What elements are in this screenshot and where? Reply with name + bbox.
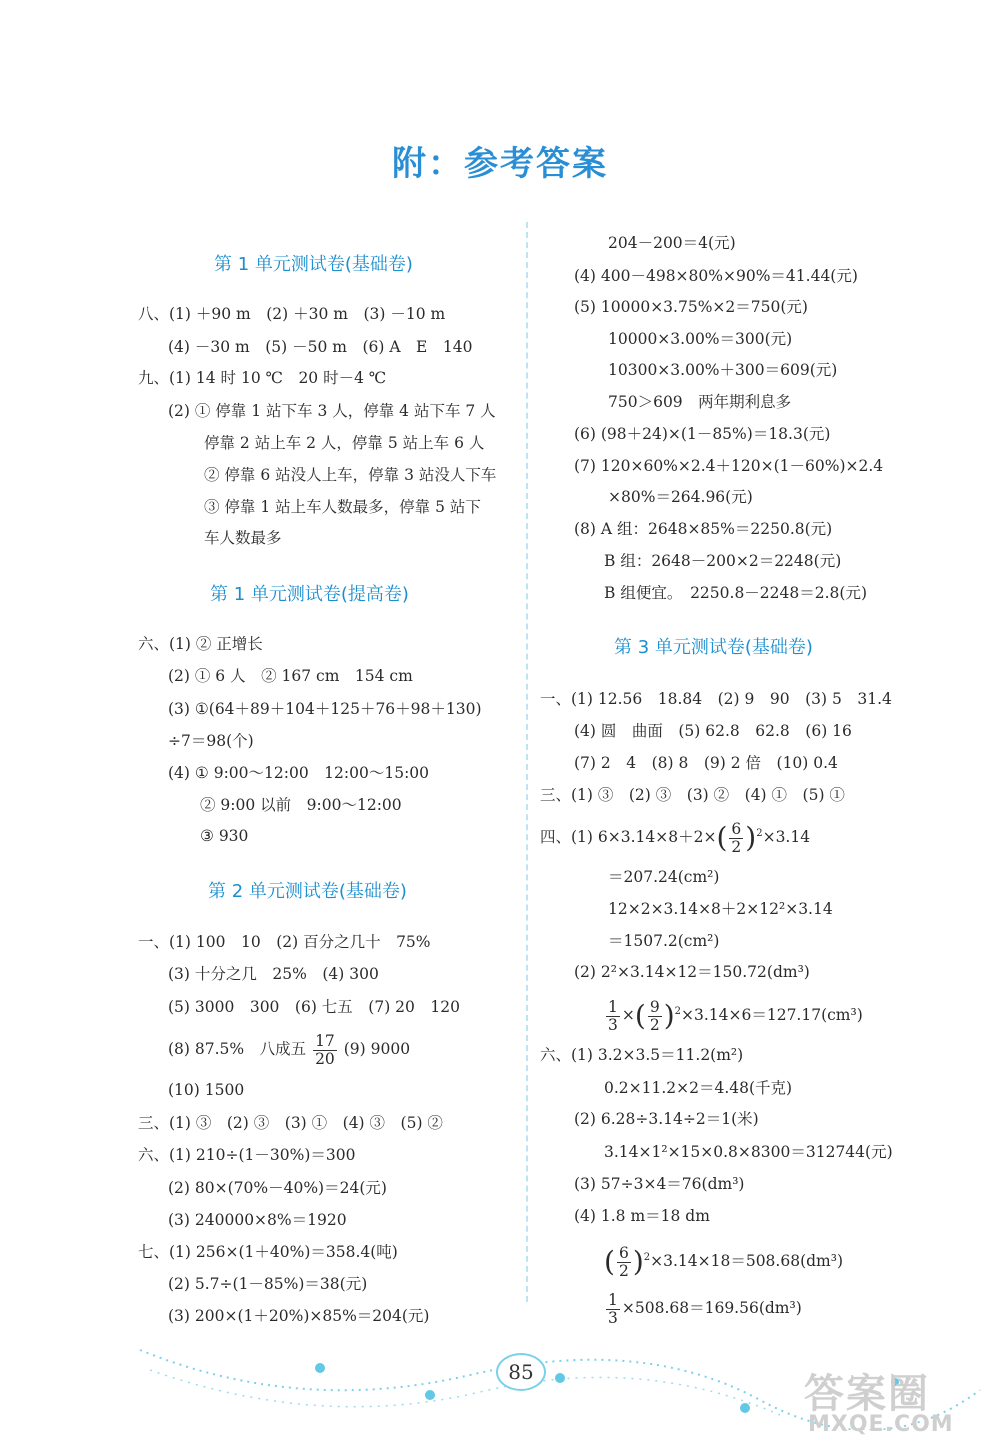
fraction-numerator: 1: [608, 997, 618, 1016]
decor-dot: [425, 1390, 435, 1400]
answer-line: B 组：2648－200×2＝2248(元): [604, 552, 842, 570]
answer-line: (7) 120×60%×2.4＋120×(1－60%)×2.4: [574, 457, 884, 475]
answer-line: 10300×3.00%＋300＝609(元): [608, 361, 838, 379]
answer-line: 3.14×1²×15×0.8×8300＝312744(元): [604, 1143, 893, 1161]
answer-line: ＝1507.2(cm²): [608, 932, 720, 950]
answer-line: (3) 十分之几 25% (4) 300: [168, 965, 379, 983]
exponent: 2: [674, 1006, 681, 1017]
answer-line: 三、(1) ③ (2) ③ (3) ① (4) ③ (5) ②: [138, 1114, 443, 1132]
fraction-denominator: 20: [315, 1049, 335, 1068]
answer-line: (2) 2²×3.14×12＝150.72(dm³): [574, 963, 810, 981]
fraction-denominator: 2: [649, 1015, 660, 1034]
page-number: 85: [496, 1353, 546, 1391]
answer-text: (9) 9000: [343, 1040, 411, 1058]
answer-text: ×3.14×6＝127.17(cm³): [681, 1006, 863, 1025]
answer-line: 一、(1) 100 10 (2) 百分之几十 75%: [138, 933, 431, 951]
open-paren: (: [604, 1245, 615, 1279]
answer-line: (3) 240000×8%＝1920: [168, 1211, 347, 1229]
close-paren: ): [663, 999, 675, 1033]
section-heading: 第 1 单元测试卷(提高卷): [210, 584, 409, 605]
answer-line: (6) (98＋24)×(1－85%)＝18.3(元): [574, 425, 831, 443]
close-paren: ): [745, 821, 757, 855]
answer-line: (4) －30 m (5) －50 m (6) A E 140: [168, 338, 473, 356]
decor-dot: [740, 1403, 750, 1413]
answer-line: [604, 1238, 843, 1282]
answer-line: 六、(1) ② 正增长: [138, 635, 263, 653]
watermark-url: MXQE.COM: [808, 1412, 954, 1437]
section-heading: 第 2 单元测试卷(基础卷): [208, 881, 407, 902]
fraction-numerator: 17: [315, 1031, 335, 1050]
fraction-denominator: 2: [618, 1261, 629, 1280]
answer-text: ×3.14×18＝508.68(dm³): [650, 1252, 843, 1271]
answer-line: B 组便宜。 2250.8－2248＝2.8(元): [604, 584, 867, 602]
column-divider: [526, 222, 528, 1302]
answer-line: ② 9:00 以前 9:00～12:00: [200, 796, 402, 814]
answer-line: ＝207.24(cm²): [608, 868, 720, 886]
fraction: [648, 999, 662, 1034]
page-title: 附：参考答案: [392, 144, 608, 184]
decor-dot: [315, 1363, 325, 1373]
answer-line: (8) A 组：2648×85%＝2250.8(元): [574, 520, 833, 538]
answer-text: (8) 87.5% 八成五: [168, 1040, 307, 1058]
answer-line: 七、(1) 256×(1＋40%)＝358.4(吨): [138, 1243, 398, 1261]
answer-line: 六、(1) 210÷(1－30%)＝300: [138, 1146, 356, 1164]
answer-line: 一、(1) 12.56 18.84 (2) 9 90 (3) 5 31.4: [540, 690, 892, 708]
answer-line: [604, 992, 863, 1036]
answer-line: (4) 圆 曲面 (5) 62.8 62.8 (6) 16: [574, 722, 852, 740]
open-paren: (: [716, 821, 728, 855]
section-heading: 第 1 单元测试卷(基础卷): [214, 254, 413, 275]
fraction-numerator: 6: [731, 819, 742, 838]
answer-line: ② 停靠 6 站没人上车，停靠 3 站没人下车: [204, 466, 497, 484]
fraction-denominator: 3: [608, 1308, 618, 1327]
times-sign: ×: [621, 1006, 635, 1025]
fraction: [606, 999, 620, 1034]
answer-line: 六、(1) 3.2×3.5＝11.2(m²): [540, 1046, 744, 1064]
answer-line: (4) ① 9:00～12:00 12:00～15:00: [168, 764, 430, 782]
answer-line: ③ 停靠 1 站上车人数最多，停靠 5 站下: [204, 498, 481, 516]
fraction: [729, 821, 743, 856]
answer-line: (2) 6.28÷3.14÷2＝1(米): [574, 1110, 759, 1128]
fraction-numerator: 6: [618, 1243, 629, 1262]
watermark-logo: 答案圈: [804, 1371, 930, 1417]
open-paren: (: [634, 999, 646, 1033]
fraction-numerator: 9: [649, 997, 660, 1016]
answer-text: ×508.68＝169.56(dm³): [621, 1299, 802, 1317]
answer-line: [168, 1030, 410, 1068]
answer-line: (2) ① 6 人 ② 167 cm 154 cm: [168, 667, 413, 685]
answer-line: ③ 930: [200, 827, 249, 845]
exponent: 2: [643, 1252, 651, 1263]
answer-line: (4) 400－498×80%×90%＝41.44(元): [574, 267, 858, 285]
answer-line: (7) 2 4 (8) 8 (9) 2 倍 (10) 0.4: [574, 754, 838, 772]
answer-line: 12×2×3.14×8＋2×12²×3.14: [608, 900, 833, 918]
answer-line: (2) ① 停靠 1 站下车 3 人，停靠 4 站下车 7 人: [168, 402, 496, 420]
fraction: [313, 1033, 337, 1068]
answer-line: 0.2×11.2×2＝4.48(千克): [604, 1079, 793, 1097]
close-paren: ): [632, 1245, 644, 1279]
answer-line: (4) 1.8 m＝18 dm: [574, 1207, 710, 1225]
fraction-denominator: 2: [731, 837, 742, 856]
fraction-denominator: 3: [608, 1015, 618, 1034]
answer-line: 10000×3.00%＝300(元): [608, 330, 793, 348]
answer-line: 八、(1) ＋90 m (2) ＋30 m (3) －10 m: [138, 305, 446, 323]
exponent: 2: [756, 828, 763, 839]
answer-line: (3) ①(64＋89＋104＋125＋76＋98＋130): [168, 700, 482, 718]
answer-line: (3) 200×(1＋20%)×85%＝204(元): [168, 1307, 430, 1325]
answer-line: 九、(1) 14 时 10 ℃ 20 时－4 ℃: [138, 369, 387, 387]
answer-line: 停靠 2 站上车 2 人，停靠 5 站上车 6 人: [204, 434, 485, 452]
answer-text: 四、(1) 6×3.14×8＋2×: [540, 828, 717, 847]
fraction-numerator: 1: [608, 1290, 618, 1309]
answer-line: (2) 80×(70%－40%)＝24(元): [168, 1179, 387, 1197]
answer-line: 204－200＝4(元): [608, 234, 736, 252]
fraction: [617, 1245, 631, 1280]
answer-line: 750＞609 两年期利息多: [608, 393, 792, 411]
answer-line: (3) 57÷3×4＝76(dm³): [574, 1175, 745, 1193]
answer-line: ×80%＝264.96(元): [608, 488, 753, 506]
answer-line: 三、(1) ③ (2) ③ (3) ② (4) ① (5) ①: [540, 786, 845, 804]
answer-line: ÷7＝98(个): [168, 732, 254, 750]
answer-line: (10) 1500: [168, 1081, 245, 1099]
answer-line: 车人数最多: [204, 529, 282, 547]
answer-line: [540, 814, 810, 858]
section-heading: 第 3 单元测试卷(基础卷): [614, 637, 813, 658]
answer-text: ×3.14: [762, 828, 811, 847]
answer-line: (5) 3000 300 (6) 七五 (7) 20 120: [168, 998, 460, 1016]
answer-line: (5) 10000×3.75%×2＝750(元): [574, 298, 808, 316]
decor-dot: [555, 1373, 565, 1383]
answer-line: (2) 5.7÷(1－85%)＝38(元): [168, 1275, 368, 1293]
